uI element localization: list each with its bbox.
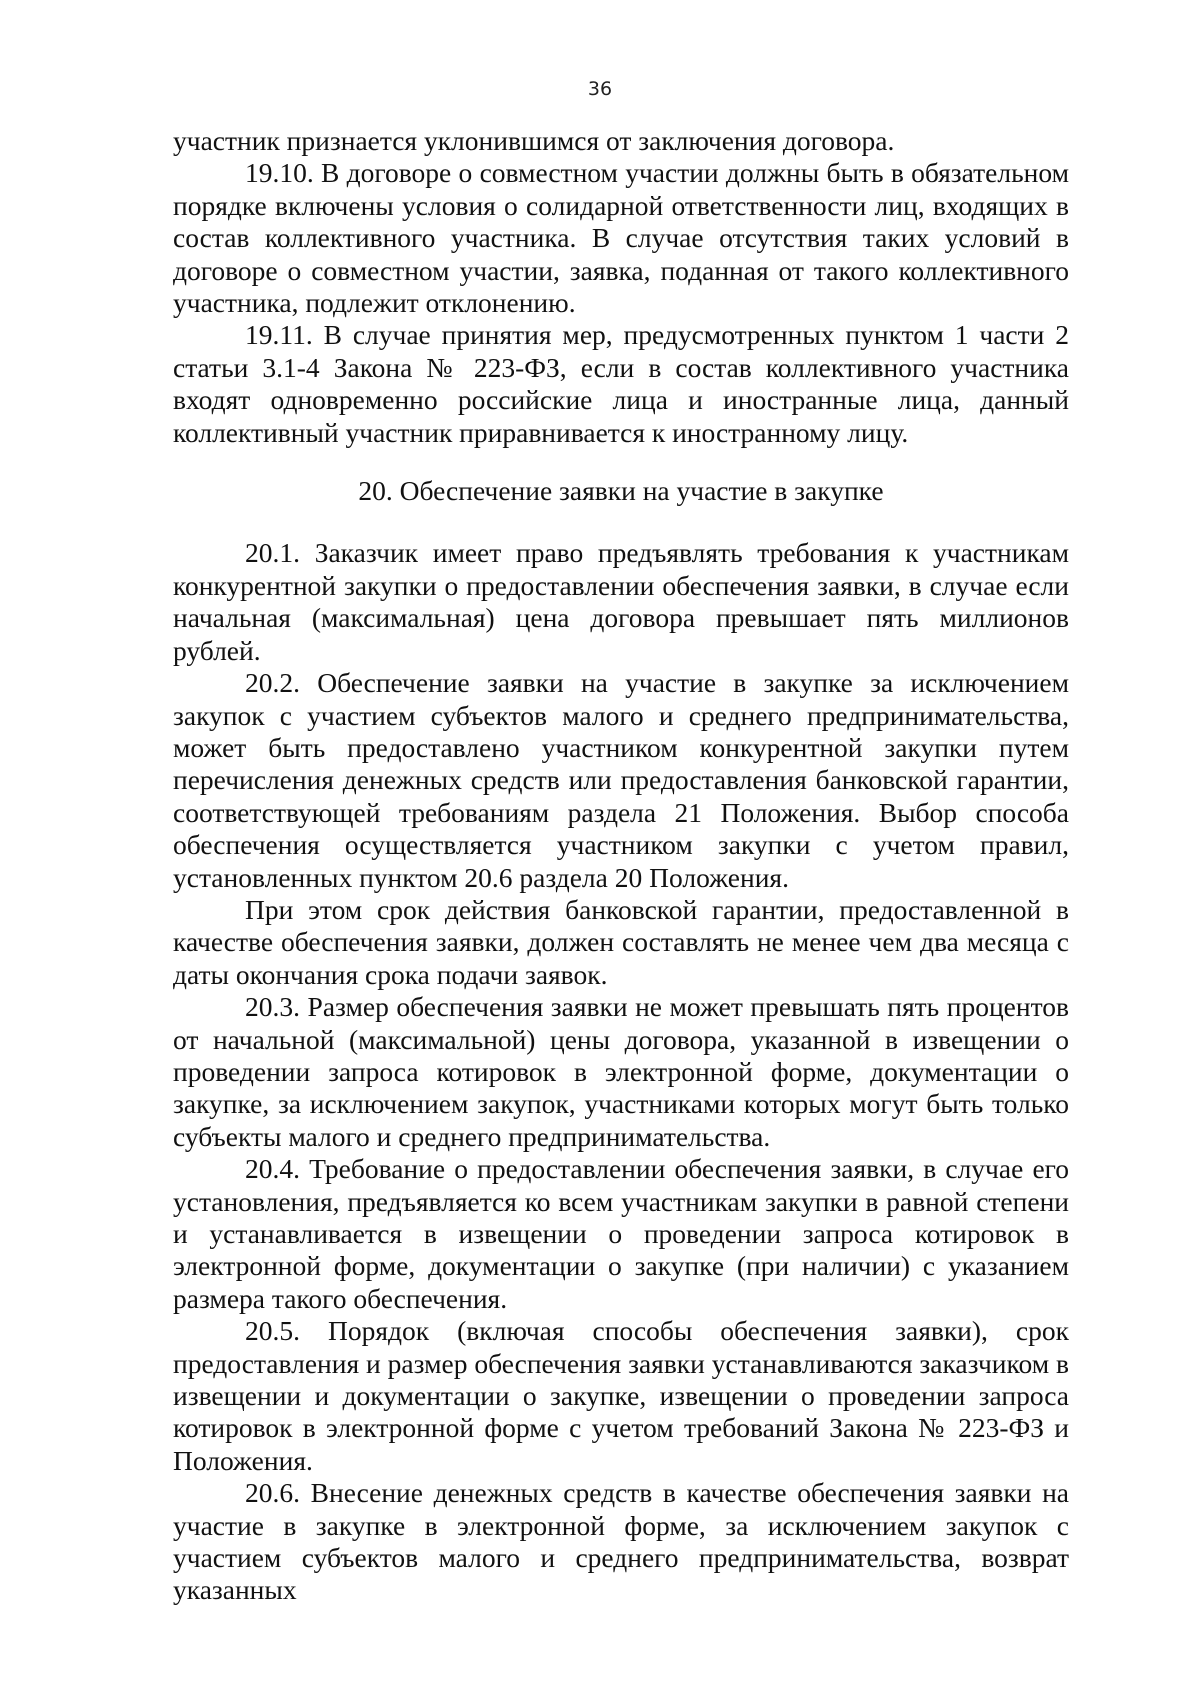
paragraph-continuation: участник признается уклонившимся от заключения договора. — [173, 125, 895, 156]
paragraph-20-4: 20.4. Требование о предоставлении обеспечения заявки, в случае его установления, предъявляется ко всем участникам закупки в равной степени и устанавливается в извещении о проведении запроса котировок в электронной форме, документации о закупке (при наличии) с указанием размера такого обеспечения. — [173, 1153, 1069, 1314]
paragraph-bank-guarantee: При этом срок действия банковской гарантии, предоставленной в качестве обеспечения заявки, должен составлять не менее чем два месяца с даты окончания срока подачи заявок. — [173, 893, 1069, 990]
paragraph-20-5: 20.5. Порядок (включая способы обеспечения заявки), срок предоставления и размер обеспечения заявки устанавливаются заказчиком в извещении и документации о закупке, извещении о проведении запроса котировок в электронной форме с учетом требований Закона № 223-ФЗ и Положения. — [173, 1315, 1069, 1476]
paragraph-19-10: 19.10. В договоре о совместном участии должны быть в обязательном порядке включены условия о солидарной ответственности лиц, входящих в состав коллективного участника. В случае отсутствия таких условий в договоре о совместном участии, заявка, поданная от такого коллективного участника, подлежит отклонению. — [173, 157, 1069, 319]
paragraph-20-2: 20.2. Обеспечение заявки на участие в закупке за исключением закупок с участием субъектов малого и среднего предпринимательства, может быть предоставлено участником конкурентной закупки путем перечисления денежных средств или предоставления банковской гарантии, соответствующей требованиям раздела 21 Положения. Выбор способа обеспечения осуществляется участником закупки с учетом правил, установленных пунктом 20.6 раздела 20 Положения. — [173, 667, 1069, 893]
section-heading: 20. Обеспечение заявки на участие в закупке — [358, 475, 884, 507]
paragraph-20-6: 20.6. Внесение денежных средств в качестве обеспечения заявки на участие в закупке в электронной форме, за исключением закупок с участием субъектов малого и среднего предпринимательства, возврат указанных — [173, 1477, 1069, 1606]
paragraph-20-3: 20.3. Размер обеспечения заявки не может превышать пять процентов от начальной (максимальной) цены договора, указанной в извещении о проведении запроса котировок в электронной форме, документации о закупке, за исключением закупок, участниками которых могут быть только субъекты малого и среднего предпринимательства. — [173, 991, 1069, 1152]
document-body — [173, 125, 1069, 1607]
paragraph-20-1: 20.1. Заказчик имеет право предъявлять требования к участникам конкурентной закупки о предоставлении обеспечения заявки, в случае если начальная (максимальная) цена договора превышает пять миллионов рублей. — [173, 537, 1069, 666]
page-number: 36 — [587, 78, 613, 100]
paragraph-19-11: 19.11. В случае принятия мер, предусмотренных пунктом 1 части 2 статьи 3.1-4 Закона № 223-ФЗ, если в состав коллективного участника входят одновременно российские лица и иностранные лица, данный коллективный участник приравнивается к иностранному лицу. — [173, 319, 1069, 448]
